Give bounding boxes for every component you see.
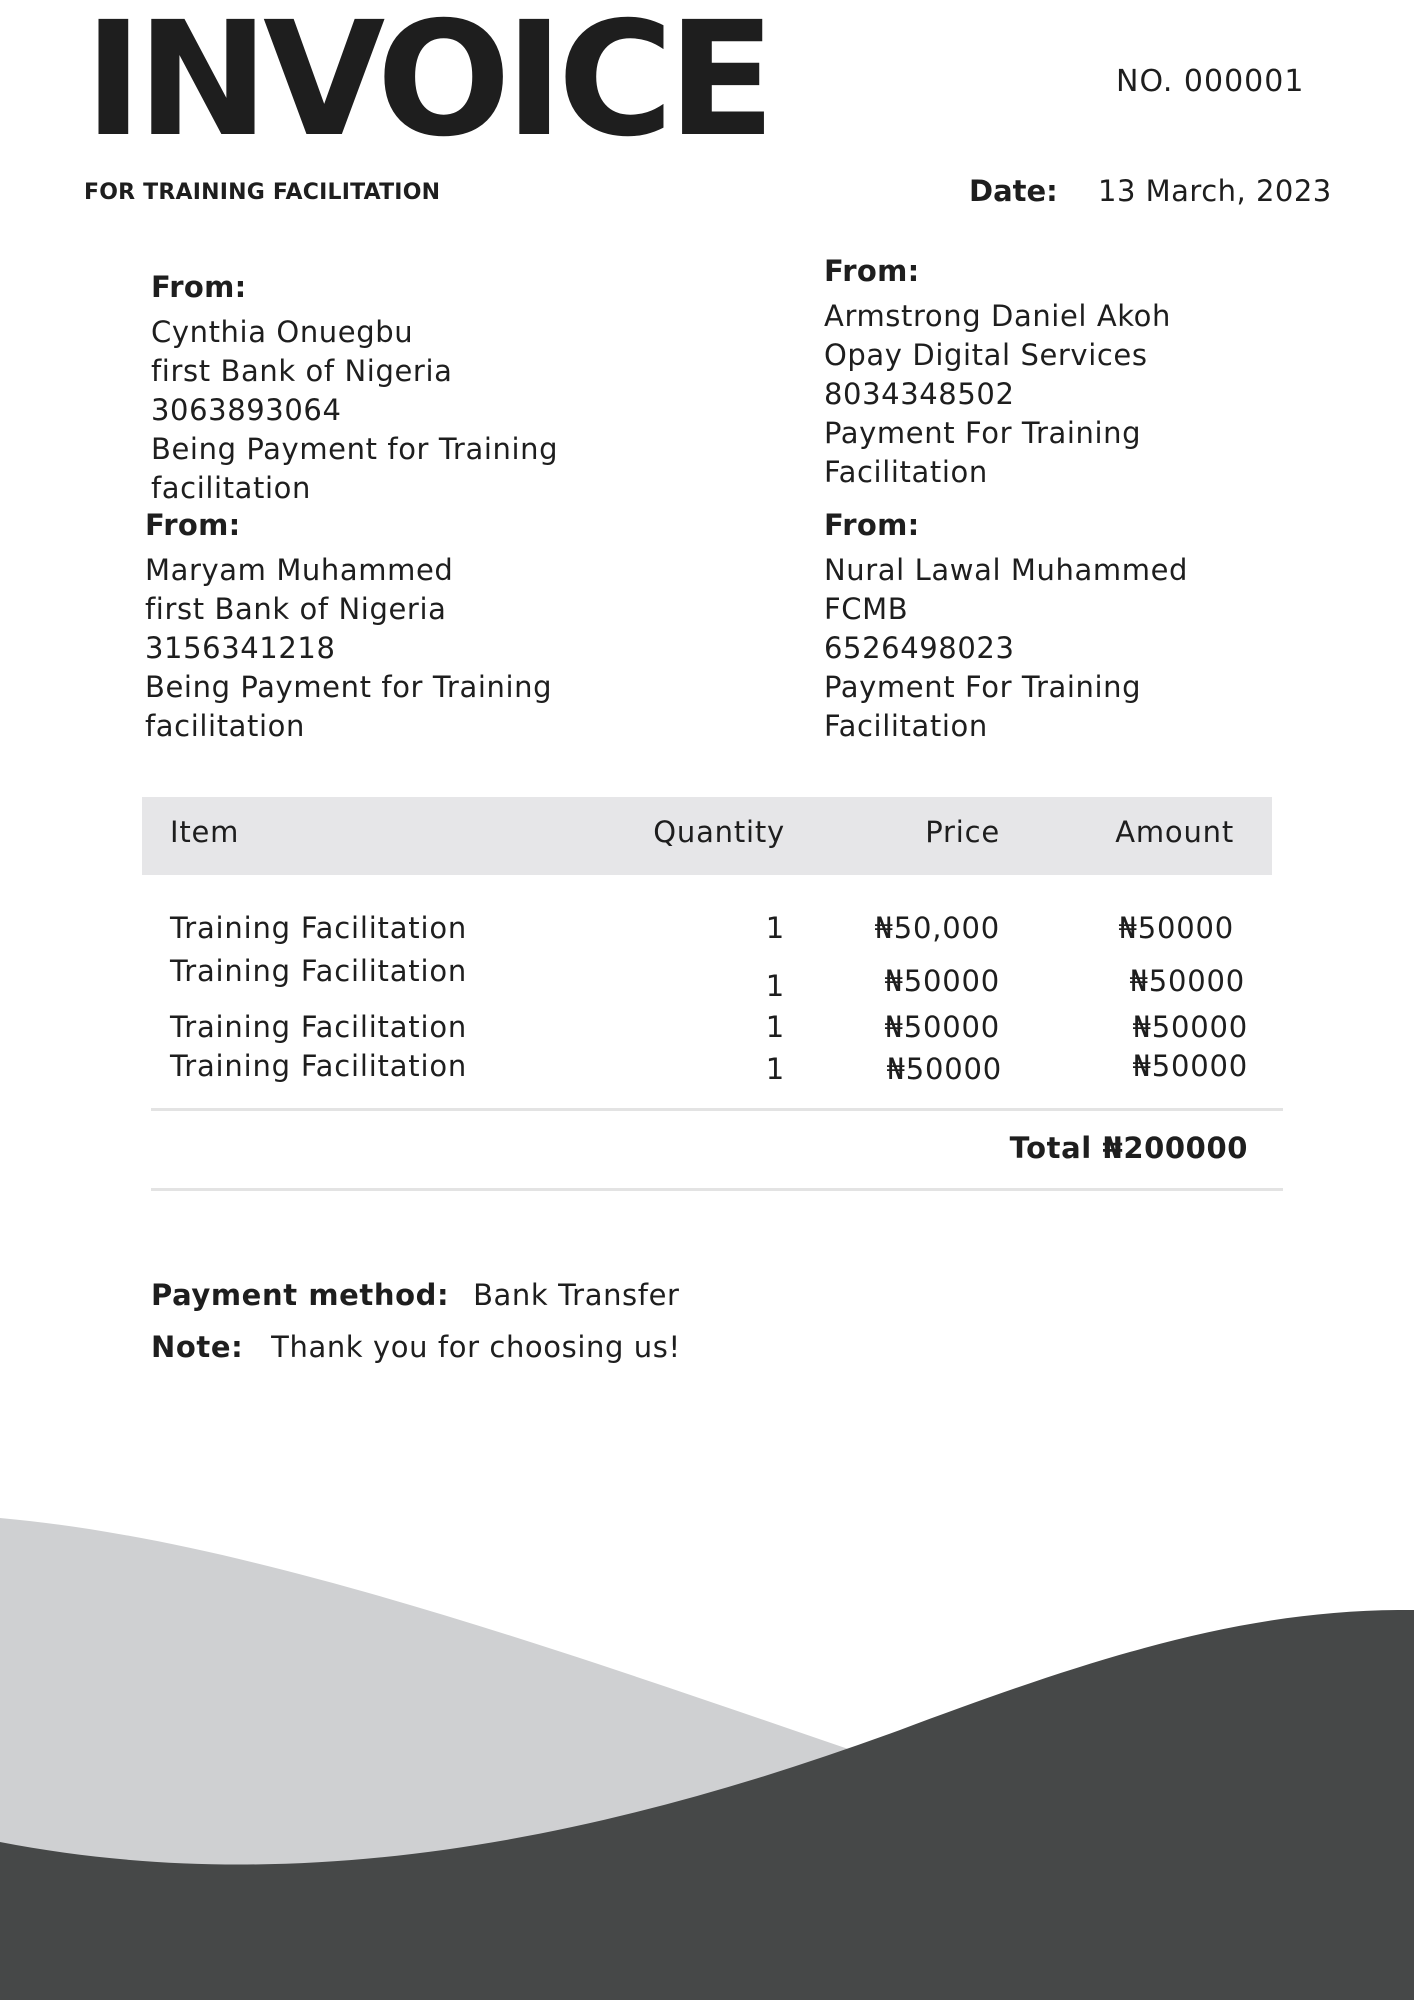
table-cell-quantity: 1 (765, 969, 785, 1003)
divider (151, 1188, 1283, 1191)
payer-name: Nural Lawal Muhammed (824, 553, 1189, 587)
table-cell-quantity: 1 (765, 1010, 785, 1044)
invoice-title: INVOICE (84, 0, 770, 172)
divider (151, 1108, 1283, 1111)
column-header-amount: Amount (1115, 815, 1234, 849)
table-cell-item: Training Facilitation (170, 954, 468, 988)
payment-method-label: Payment method: (151, 1278, 450, 1312)
date-label: Date: (969, 174, 1058, 208)
payer-bank: first Bank of Nigeria (151, 354, 453, 388)
invoice-subtitle: FOR TRAINING FACILITATION (84, 180, 441, 205)
table-cell-item: Training Facilitation (170, 1049, 468, 1083)
payer-name: Maryam Muhammed (145, 553, 454, 587)
column-header-item: Item (170, 815, 240, 849)
note-label: Note: (151, 1330, 244, 1364)
payer-label: From: (151, 270, 247, 304)
decorative-waves (0, 1500, 1414, 2000)
payer-bank: Opay Digital Services (824, 338, 1148, 372)
payer-bank: first Bank of Nigeria (145, 592, 447, 626)
table-cell-item: Training Facilitation (170, 911, 468, 945)
table-cell-item: Training Facilitation (170, 1010, 468, 1044)
table-cell-price: ₦50000 (884, 964, 1000, 998)
payer-label: From: (824, 508, 920, 542)
payment-method-row (151, 1278, 680, 1312)
table-cell-amount: ₦50000 (1129, 964, 1245, 998)
payer-name: Armstrong Daniel Akoh (824, 299, 1171, 333)
payer-block (145, 506, 585, 746)
table-cell-quantity: 1 (765, 1052, 785, 1086)
payment-method-value: Bank Transfer (473, 1278, 680, 1312)
payer-block (824, 506, 1244, 746)
table-cell-price: ₦50,000 (874, 911, 1000, 945)
table-cell-amount: ₦50000 (1132, 1010, 1248, 1044)
note-row (151, 1330, 681, 1364)
payer-purpose: Being Payment for Training facilitation (145, 670, 553, 743)
payer-block (151, 268, 591, 508)
column-header-quantity: Quantity (653, 815, 785, 849)
payer-block (824, 252, 1244, 492)
note-value: Thank you for choosing us! (271, 1330, 681, 1364)
payer-label: From: (145, 508, 241, 542)
payer-bank: FCMB (824, 592, 909, 626)
payer-purpose: Payment For Training Facilitation (824, 416, 1142, 489)
table-cell-price: ₦50000 (886, 1052, 1002, 1086)
payer-purpose: Payment For Training Facilitation (824, 670, 1142, 743)
table-cell-quantity: 1 (765, 911, 785, 945)
column-header-price: Price (925, 815, 1000, 849)
table-cell-price: ₦50000 (884, 1010, 1000, 1044)
payer-name: Cynthia Onuegbu (151, 315, 414, 349)
payer-purpose: Being Payment for Training facilitation (151, 432, 559, 505)
date-value: 13 March, 2023 (1098, 174, 1332, 208)
table-cell-amount: ₦50000 (1118, 911, 1234, 945)
table-cell-amount: ₦50000 (1132, 1049, 1248, 1083)
payer-account: 8034348502 (824, 377, 1015, 411)
invoice-number: NO. 000001 (1116, 64, 1305, 99)
payer-account: 3063893064 (151, 393, 342, 427)
payer-account: 3156341218 (145, 631, 336, 665)
payer-account: 6526498023 (824, 631, 1015, 665)
payer-label: From: (824, 254, 920, 288)
invoice-total: Total ₦200000 (1009, 1131, 1248, 1165)
